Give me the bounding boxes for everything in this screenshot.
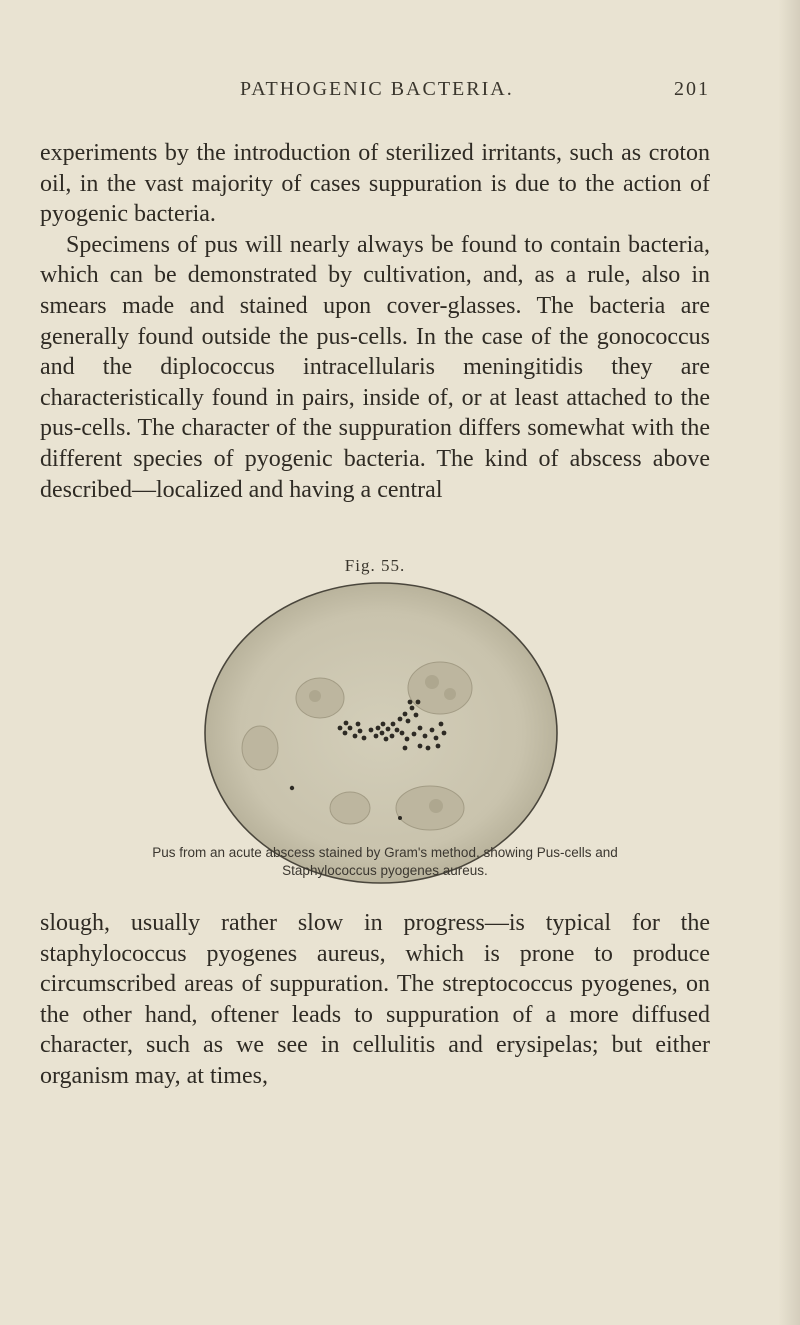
running-title: PATHOGENIC BACTERIA. (240, 78, 514, 100)
body-text-after-figure (40, 908, 710, 1092)
body-text-before-figure (40, 138, 710, 505)
page-edge-shadow (778, 0, 800, 1325)
caption-line-1: Pus from an acute abscess stained by Gram's method, showing Pus-cells and (152, 845, 618, 860)
figure-label: Fig. 55. (344, 556, 406, 575)
paragraph-slough: slough, usually rather slow in progress—is typical for the staphylococcus pyogenes aureus, which is prone to produce circumscribed areas of suppuration. The streptococcus pyogenes, on the other hand, oftener leads to suppuration of a more diffused character, such as we see in cellulitis and erysipelas; but either organism may, at times, (40, 910, 710, 1089)
figure-caption (60, 844, 710, 880)
figure-micrograph (200, 578, 562, 888)
caption-line-2: Staphylococcus pyogenes aureus. (282, 863, 488, 878)
micrograph-illustration (200, 578, 562, 888)
paragraph-continuation: experiments by the introduction of sterilized irritants, such as croton oil, in the vast majority of cases suppuration is due to the action of pyogenic bacteria. (40, 140, 710, 228)
paragraph-specimens: Specimens of pus will nearly always be found to contain bacteria, which can be demonstrated by cultivation, and, as a rule, also in smears made and stained upon cover-glasses. The bacteria are generally found outside the pus-cells. In the case of the gonococcus and the diplococcus intracellularis meningitidis they are characteristically found in pairs, inside of, or at least attached to the pus-cells. The character of the suppuration differs somewhat with the different species of pyogenic bacteria. The kind of abscess above described—localized and having a central (40, 231, 710, 503)
page-number: 201 (674, 78, 710, 100)
